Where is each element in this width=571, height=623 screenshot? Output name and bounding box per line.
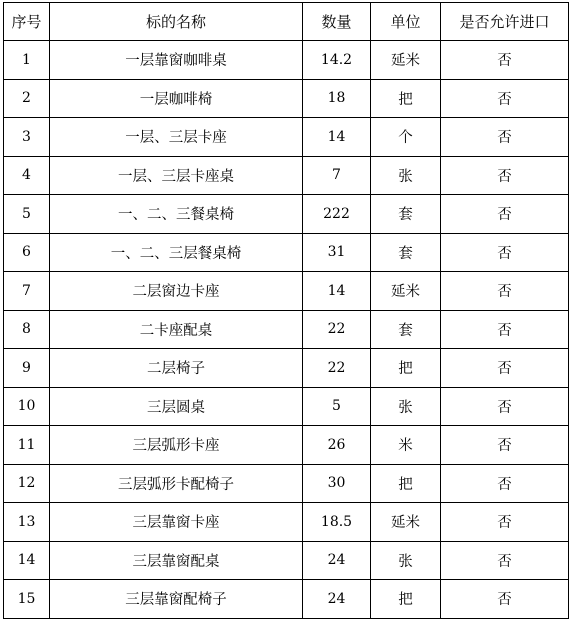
cell-qty: 14.2	[303, 41, 371, 80]
cell-name: 三层弧形卡配椅子	[50, 464, 303, 503]
header-unit: 单位	[371, 3, 441, 41]
table-row	[4, 156, 569, 195]
bid-items-table	[3, 2, 569, 619]
cell-no: 15	[4, 580, 50, 619]
cell-import: 否	[441, 195, 569, 234]
cell-no: 9	[4, 349, 50, 388]
cell-no: 10	[4, 387, 50, 426]
table-row	[4, 310, 569, 349]
cell-no: 7	[4, 272, 50, 311]
cell-name: 三层靠窗配椅子	[50, 580, 303, 619]
cell-name: 一、二、三层餐桌椅	[50, 233, 303, 272]
cell-name: 一层、三层卡座桌	[50, 156, 303, 195]
table-row	[4, 272, 569, 311]
cell-no: 3	[4, 118, 50, 157]
cell-name: 一、二、三餐桌椅	[50, 195, 303, 234]
cell-no: 11	[4, 426, 50, 465]
cell-no: 13	[4, 503, 50, 542]
cell-unit: 把	[371, 349, 441, 388]
cell-no: 2	[4, 79, 50, 118]
cell-qty: 22	[303, 349, 371, 388]
cell-name: 二层椅子	[50, 349, 303, 388]
cell-unit: 把	[371, 79, 441, 118]
cell-unit: 套	[371, 310, 441, 349]
table-row	[4, 118, 569, 157]
table-row	[4, 349, 569, 388]
cell-name: 三层靠窗配桌	[50, 541, 303, 580]
cell-unit: 个	[371, 118, 441, 157]
cell-name: 三层靠窗卡座	[50, 503, 303, 542]
cell-qty: 24	[303, 541, 371, 580]
table-row	[4, 79, 569, 118]
cell-import: 否	[441, 79, 569, 118]
cell-no: 1	[4, 41, 50, 80]
cell-unit: 张	[371, 156, 441, 195]
cell-name: 三层圆桌	[50, 387, 303, 426]
cell-import: 否	[441, 580, 569, 619]
cell-import: 否	[441, 41, 569, 80]
cell-qty: 5	[303, 387, 371, 426]
cell-name: 三层弧形卡座	[50, 426, 303, 465]
cell-qty: 18	[303, 79, 371, 118]
cell-unit: 延米	[371, 41, 441, 80]
table-body	[4, 41, 569, 619]
table-row	[4, 464, 569, 503]
cell-name: 一层、三层卡座	[50, 118, 303, 157]
cell-import: 否	[441, 118, 569, 157]
table-row	[4, 503, 569, 542]
cell-qty: 7	[303, 156, 371, 195]
header-import: 是否允许进口	[441, 3, 569, 41]
cell-import: 否	[441, 156, 569, 195]
table-row	[4, 233, 569, 272]
cell-qty: 22	[303, 310, 371, 349]
cell-name: 二层窗边卡座	[50, 272, 303, 311]
cell-import: 否	[441, 310, 569, 349]
table-row	[4, 426, 569, 465]
cell-unit: 米	[371, 426, 441, 465]
cell-name: 一层靠窗咖啡桌	[50, 41, 303, 80]
cell-no: 4	[4, 156, 50, 195]
cell-unit: 张	[371, 387, 441, 426]
cell-unit: 把	[371, 580, 441, 619]
cell-no: 14	[4, 541, 50, 580]
cell-unit: 套	[371, 233, 441, 272]
cell-unit: 张	[371, 541, 441, 580]
cell-name: 一层咖啡椅	[50, 79, 303, 118]
cell-qty: 30	[303, 464, 371, 503]
cell-qty: 14	[303, 118, 371, 157]
table-row	[4, 41, 569, 80]
cell-import: 否	[441, 503, 569, 542]
cell-import: 否	[441, 464, 569, 503]
cell-unit: 把	[371, 464, 441, 503]
cell-qty: 18.5	[303, 503, 371, 542]
table-row	[4, 387, 569, 426]
cell-unit: 套	[371, 195, 441, 234]
cell-import: 否	[441, 349, 569, 388]
cell-import: 否	[441, 272, 569, 311]
table-row	[4, 541, 569, 580]
cell-no: 8	[4, 310, 50, 349]
cell-qty: 14	[303, 272, 371, 311]
cell-unit: 延米	[371, 272, 441, 311]
cell-qty: 26	[303, 426, 371, 465]
cell-import: 否	[441, 387, 569, 426]
table-header-row	[4, 3, 569, 41]
cell-qty: 31	[303, 233, 371, 272]
cell-qty: 24	[303, 580, 371, 619]
cell-qty: 222	[303, 195, 371, 234]
cell-import: 否	[441, 233, 569, 272]
cell-no: 6	[4, 233, 50, 272]
cell-import: 否	[441, 426, 569, 465]
table-row	[4, 195, 569, 234]
cell-unit: 延米	[371, 503, 441, 542]
cell-no: 5	[4, 195, 50, 234]
header-qty: 数量	[303, 3, 371, 41]
table-row	[4, 580, 569, 619]
cell-import: 否	[441, 541, 569, 580]
cell-no: 12	[4, 464, 50, 503]
header-name: 标的名称	[50, 3, 303, 41]
header-no: 序号	[4, 3, 50, 41]
cell-name: 二卡座配桌	[50, 310, 303, 349]
